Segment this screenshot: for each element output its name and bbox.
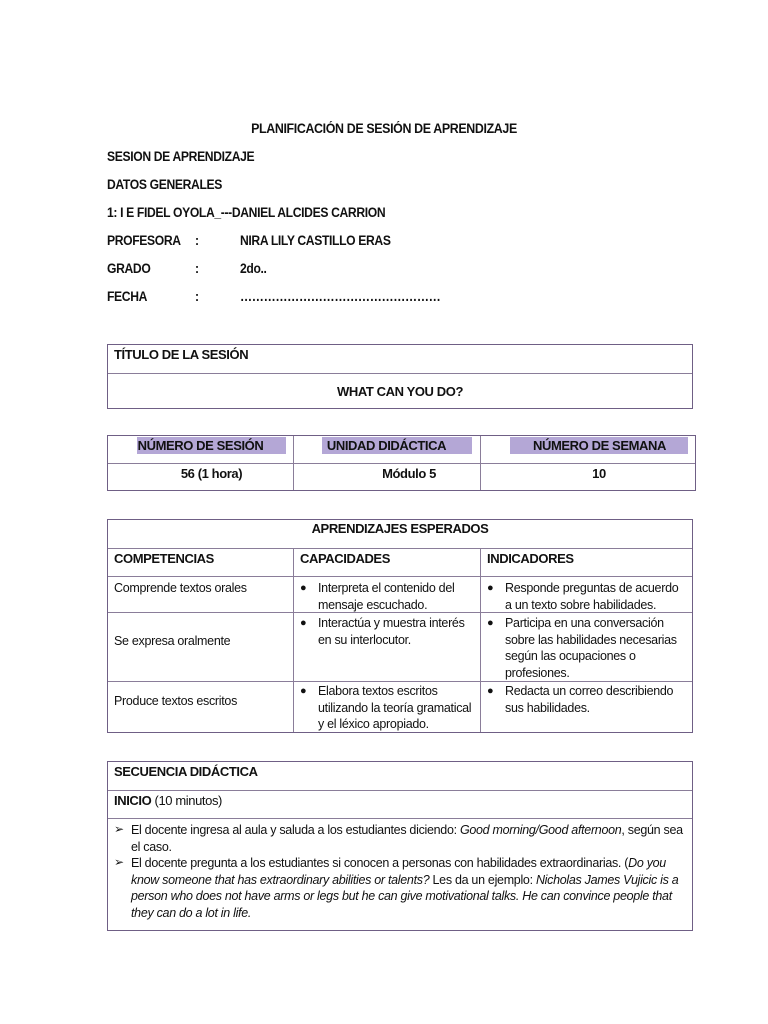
start-section-heading (114, 793, 222, 808)
start-time: (10 minutos) (151, 793, 222, 808)
indicator-text: Redacta un correo describiendo sus habilidades. (505, 684, 674, 715)
divider (108, 790, 692, 791)
date-value: …………………………………………… (240, 289, 441, 304)
sequence-text: , según sea el caso. (131, 823, 683, 854)
grade-label: GRADO (107, 261, 151, 276)
bullet-icon: ● (300, 617, 307, 629)
date-colon: : (195, 289, 199, 304)
divider (108, 818, 692, 819)
competency-cell: Comprende textos orales (114, 581, 247, 595)
bullet-icon: ● (300, 582, 307, 594)
teacher-label: PROFESORA (107, 233, 181, 248)
sequence-italic: Good morning/Good afternoon (459, 823, 622, 837)
session-heading: SESION DE APRENDIZAJE (107, 149, 255, 164)
session-title-value: WHAT CAN YOU DO? (337, 384, 463, 399)
competency-cell: Se expresa oralmente (114, 634, 231, 648)
bullet-icon: ● (300, 685, 307, 697)
grade-value: 2do.. (240, 261, 267, 276)
week-number-header: NÚMERO DE SEMANA (533, 438, 666, 453)
divider (293, 549, 294, 732)
sequence-italic: Nicholas James Vujicic is a person who does not have arms or legs but he can give motivational talks. He can convince people that they can do a lot in life. (131, 872, 679, 920)
teacher-colon: : (195, 233, 199, 248)
grade-colon: : (195, 261, 199, 276)
week-number-value: 10 (592, 466, 606, 481)
indicator-text: Participa en una conversación sobre las habilidades necesarias según las ocupaciones o profesiones. (505, 616, 677, 680)
session-number-header: NÚMERO DE SESIÓN (137, 438, 264, 453)
expected-learning-title: APRENDIZAJES ESPERADOS (311, 521, 489, 536)
divider (480, 549, 481, 732)
bullet-icon: ● (487, 685, 494, 697)
sequence-text: El docente pregunta a los estudiantes si conocen a personas con habilidades extraordinarias. ( (131, 856, 629, 870)
start-label: INICIO (114, 793, 152, 808)
indicator-cell (487, 615, 687, 681)
capacity-text: Elabora textos escritos utilizando la teoría gramatical y el léxico apropiado. (318, 684, 472, 731)
divider (108, 576, 692, 577)
sequence-italic: Do you know someone that has extraordinary abilities or talents? (131, 856, 666, 887)
institution-line: 1: I E FIDEL OYOLA_---DANIEL ALCIDES CARRION (107, 205, 386, 220)
competency-cell: Produce textos escritos (114, 694, 238, 708)
capacities-header: CAPACIDADES (300, 551, 390, 566)
date-label: FECHA (107, 289, 148, 304)
divider (108, 373, 692, 374)
session-number-value: 56 (1 hora) (180, 466, 243, 481)
didactic-unit-header: UNIDAD DIDÁCTICA (326, 438, 447, 453)
divider (108, 463, 695, 464)
session-title-label: TÍTULO DE LA SESIÓN (114, 347, 249, 362)
arrow-bullet-icon: ➢ (114, 822, 125, 836)
bullet-icon: ● (487, 582, 494, 594)
capacity-cell (300, 580, 475, 612)
sequence-item (131, 822, 683, 855)
indicators-header: INDICADORES (487, 551, 574, 566)
sequence-text: El docente ingresa al aula y saluda a los estudiantes diciendo: (131, 823, 460, 837)
sequence-item (131, 855, 687, 921)
sequence-text: Les da un ejemplo: (429, 872, 536, 887)
divider (108, 681, 692, 682)
teacher-value: NIRA LILY CASTILLO ERAS (240, 233, 391, 248)
page-title: PLANIFICACIÓN DE SESIÓN DE APRENDIZAJE (251, 121, 517, 136)
indicator-cell (487, 580, 687, 612)
arrow-bullet-icon: ➢ (114, 855, 125, 869)
indicator-cell (487, 683, 687, 723)
divider (108, 548, 692, 549)
capacity-cell (300, 615, 475, 675)
didactic-unit-value: Módulo 5 (382, 466, 436, 481)
capacity-text: Interpreta el contenido del mensaje escuchado. (318, 581, 455, 612)
indicator-text: Responde preguntas de acuerdo a un texto sobre habilidades. (505, 581, 679, 612)
capacity-text: Interactúa y muestra interés en su interlocutor. (318, 616, 465, 647)
didactic-sequence-title: SECUENCIA DIDÁCTICA (114, 764, 258, 779)
general-data-heading: DATOS GENERALES (107, 177, 223, 192)
capacity-cell (300, 683, 475, 732)
bullet-icon: ● (487, 617, 494, 629)
competencies-header: COMPETENCIAS (114, 551, 214, 566)
